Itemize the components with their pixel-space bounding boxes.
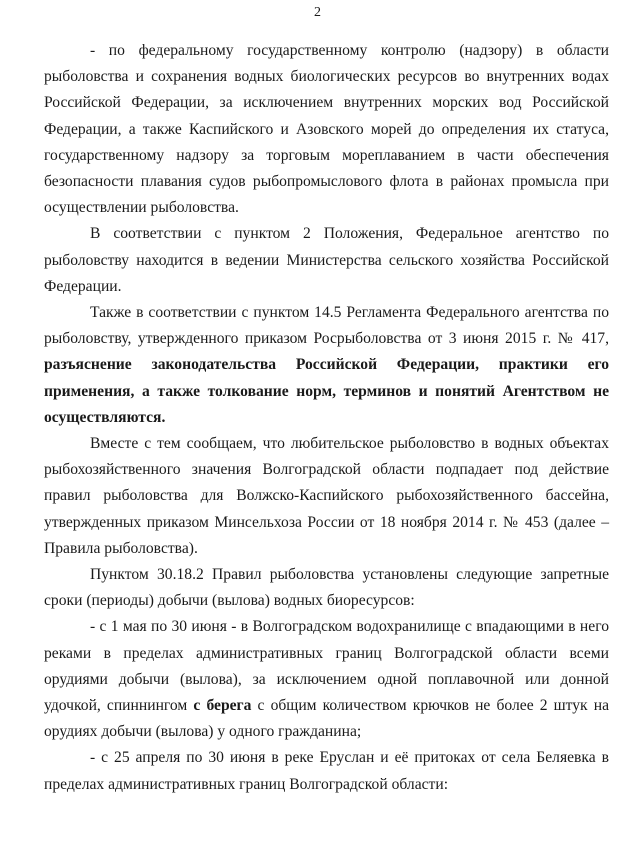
paragraph-text: Пунктом 30.18.2 Правил рыболовства установлены следующие запретные сроки (периоды) добычи (вылова) водных биоресурсов: (44, 566, 609, 610)
paragraph-text: Также в соответствии с пунктом 14.5 Регламента Федерального агентства по рыболовству, утвержденного приказом Росрыболовства от 3 июня 2015 г. № 417, (44, 304, 609, 348)
paragraph-fishery-control (44, 38, 609, 221)
paragraph-regulation (44, 300, 609, 431)
paragraph-text: с общим количеством крючков не более 2 штук на орудиях добычи (вылова) у одного гражданина; (44, 697, 610, 741)
paragraph-amateur-fishing (44, 431, 609, 562)
paragraph-volgograd-reservoir (44, 614, 609, 745)
paragraph-text: - по федеральному государственному контролю (надзору) в области рыболовства и сохранения водных биологических ресурсов во внутренних водах Российской Федерации, за исключением внутренних морских вод Российской Федерации, а также Каспийского и Азовского морей до определения их статуса, государственному надзору за торговым мореплаванием в части обеспечения безопасности плавания судов рыбопромыслового флота в районах промысла при осуществлении рыболовства. (44, 42, 609, 217)
page-number: 2 (314, 5, 321, 20)
paragraph-eruslan-river (44, 745, 609, 797)
paragraph-text: В соответствии с пунктом 2 Положения, Федеральное агентство по рыболовству находится в ведении Министерства сельского хозяйства Российской Федерации. (44, 225, 609, 295)
paragraph-text: - с 25 апреля по 30 июня в реке Еруслан и её притоках от села Беляевка в пределах административных границ Волгоградской области: (44, 749, 609, 793)
document-body (44, 38, 609, 798)
paragraph-bold-text: разъяснение законодательства Российской Федерации, практики его применения, а также толкование норм, терминов и понятий Агентством не осуществляются. (44, 356, 609, 426)
paragraph-bold-text: с берега (193, 697, 252, 715)
paragraph-text: Вместе с тем сообщаем, что любительское рыболовство в водных объектах рыбохозяйственного значения Волгоградской области подпадает под действие правил рыболовства для Волжско-Каспийского рыбохозяйственного бассейна, утвержденных приказом Минсельхоза России от 18 ноября 2014 г. № 453 (далее – Правила рыболовства). (44, 435, 609, 557)
paragraph-prohibited-periods (44, 562, 609, 614)
paragraph-ministry (44, 221, 609, 300)
paragraph-text: - с 1 мая по 30 июня - в Волгоградском водохранилище с впадающими в него реками в пределах административных границ Волгоградской области всеми орудиями добычи (вылова), за исключением одной поплавочной или донной удочкой, спиннингом (44, 618, 609, 715)
